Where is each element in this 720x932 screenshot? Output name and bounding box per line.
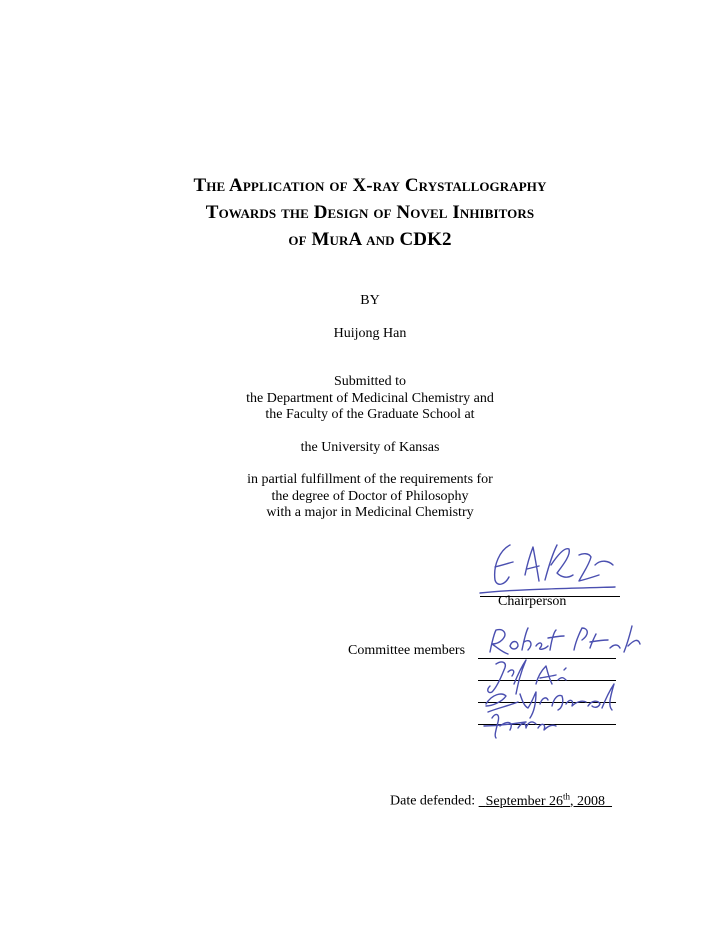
submitted-line-1: Submitted to [334, 374, 406, 389]
fulfillment-block [0, 472, 720, 522]
date-label: Date defended: [390, 793, 476, 809]
by-label: BY [360, 293, 380, 308]
submitted-block [0, 374, 720, 424]
university-name: the University of Kansas [300, 440, 440, 455]
committee-signatures [478, 622, 648, 742]
fulfillment-line-2: the degree of Doctor of Philosophy [271, 488, 469, 504]
chairperson-label: Chairperson [498, 594, 567, 609]
title-line-1: The Application of X-ray Crystallography [193, 175, 547, 196]
title-line-2: Towards the Design of Novel Inhibitors [205, 202, 535, 223]
title-line-3: of MurA and CDK2 [288, 229, 452, 250]
submitted-line-2: the Department of Medicinal Chemistry and [246, 390, 494, 406]
chairperson-signature [475, 535, 625, 600]
date-value: September 26th, 2008 [485, 791, 606, 809]
fulfillment-line-1: in partial fulfillment of the requirements for [247, 472, 493, 487]
author-name: Huijong Han [333, 326, 407, 341]
committee-label: Committee members [348, 643, 466, 658]
submitted-line-3: the Faculty of the Graduate School at [265, 407, 475, 422]
thesis-title [0, 172, 720, 253]
fulfillment-line-3: with a major in Medicinal Chemistry [266, 505, 474, 520]
date-suffix: th [563, 791, 571, 801]
date-defended [390, 788, 612, 810]
